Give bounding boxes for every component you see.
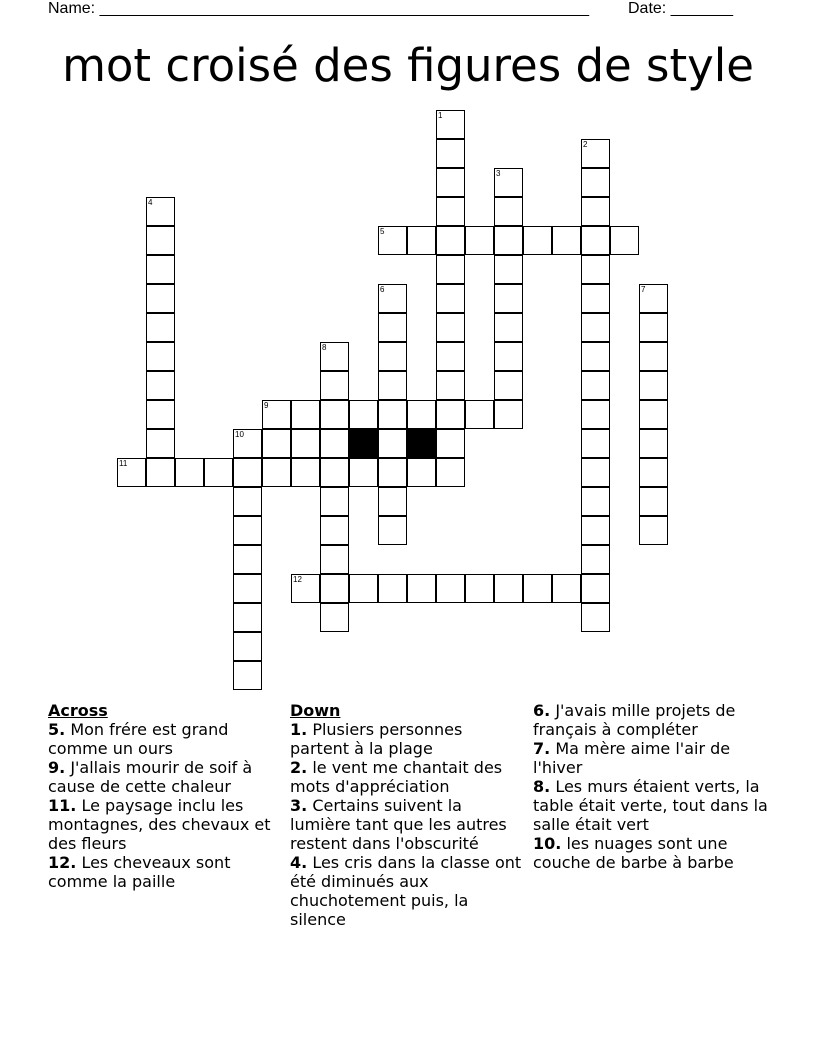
crossword-cell[interactable]: [552, 574, 581, 603]
crossword-cell[interactable]: [233, 661, 262, 690]
down-heading: Down: [290, 701, 341, 720]
crossword-cell[interactable]: [407, 226, 436, 255]
crossword-cell[interactable]: [494, 400, 523, 429]
crossword-cell[interactable]: [436, 110, 465, 139]
clue-column-1: [48, 701, 284, 891]
crossword-cell[interactable]: [523, 226, 552, 255]
crossword-cell[interactable]: [639, 313, 668, 342]
crossword-cell[interactable]: [436, 400, 465, 429]
crossword-cell[interactable]: [349, 400, 378, 429]
crossword-cell[interactable]: [378, 400, 407, 429]
clue-down-1: [290, 720, 526, 758]
crossword-cell[interactable]: [581, 197, 610, 226]
crossword-cell[interactable]: [436, 574, 465, 603]
crossword-cell[interactable]: [639, 342, 668, 371]
clue-down-10: [533, 834, 769, 872]
crossword-cell[interactable]: [581, 487, 610, 516]
clue-text: Les cheveaux sont comme la paille: [48, 853, 231, 891]
crossword-cell[interactable]: [233, 545, 262, 574]
crossword-cell[interactable]: [581, 545, 610, 574]
crossword-cell[interactable]: [581, 168, 610, 197]
cell-number: 2: [583, 140, 588, 149]
crossword-black-cell: [349, 429, 378, 458]
clue-text: Mon frére est grand comme un ours: [48, 720, 229, 758]
crossword-cell[interactable]: [436, 168, 465, 197]
clue-text: J'avais mille projets de français à compléter: [533, 701, 736, 739]
crossword-cell[interactable]: [146, 313, 175, 342]
crossword-cell[interactable]: [436, 226, 465, 255]
across-heading: Across: [48, 701, 108, 720]
crossword-cell[interactable]: [581, 255, 610, 284]
clue-number: 1.: [290, 720, 308, 739]
crossword-cell[interactable]: [320, 574, 349, 603]
cell-number: 11: [119, 459, 128, 468]
crossword-cell[interactable]: [436, 197, 465, 226]
crossword-cell[interactable]: [262, 400, 291, 429]
crossword-cell[interactable]: [610, 226, 639, 255]
crossword-cell[interactable]: [233, 603, 262, 632]
clue-number: 10.: [533, 834, 562, 853]
crossword-cell[interactable]: [639, 458, 668, 487]
clue-text: Les murs étaient verts, la table était verte, tout dans la salle était vert: [533, 777, 768, 834]
clue-number: 6.: [533, 701, 551, 720]
crossword-cell[interactable]: [349, 574, 378, 603]
crossword-cell[interactable]: [320, 342, 349, 371]
clue-number: 12.: [48, 853, 77, 872]
crossword-cell[interactable]: [320, 458, 349, 487]
crossword-cell[interactable]: [233, 487, 262, 516]
crossword-cell[interactable]: [320, 516, 349, 545]
crossword-cell[interactable]: [436, 313, 465, 342]
clue-text: Les cris dans la classe ont été diminués aux chuchotement puis, la silence: [290, 853, 522, 929]
clue-across-12: [48, 853, 284, 891]
clue-number: 3.: [290, 796, 308, 815]
crossword-cell[interactable]: [291, 429, 320, 458]
crossword-cell[interactable]: [581, 400, 610, 429]
crossword-cell[interactable]: [494, 168, 523, 197]
crossword-cell[interactable]: [320, 371, 349, 400]
crossword-cell[interactable]: [320, 400, 349, 429]
clue-text: Ma mère aime l'air de l'hiver: [533, 739, 731, 777]
crossword-cell[interactable]: [581, 313, 610, 342]
crossword-cell[interactable]: [233, 429, 262, 458]
crossword-cell[interactable]: [146, 458, 175, 487]
clue-across-11: [48, 796, 284, 853]
crossword-cell[interactable]: [581, 342, 610, 371]
crossword-cell[interactable]: [581, 429, 610, 458]
date-field: Date: _______: [628, 0, 733, 17]
clue-down-8: [533, 777, 769, 834]
crossword-cell[interactable]: [146, 429, 175, 458]
crossword-cell[interactable]: [639, 371, 668, 400]
cell-number: 12: [293, 575, 302, 584]
crossword-cell[interactable]: [436, 139, 465, 168]
crossword-cell[interactable]: [494, 255, 523, 284]
crossword-cell[interactable]: [378, 458, 407, 487]
crossword-cell[interactable]: [494, 371, 523, 400]
crossword-cell[interactable]: [581, 139, 610, 168]
crossword-cell[interactable]: [407, 400, 436, 429]
crossword-cell[interactable]: [378, 226, 407, 255]
cell-number: 3: [496, 169, 501, 178]
crossword-cell[interactable]: [639, 516, 668, 545]
crossword-cell[interactable]: [436, 255, 465, 284]
cell-number: 10: [235, 430, 244, 439]
crossword-cell[interactable]: [465, 400, 494, 429]
crossword-cell[interactable]: [494, 313, 523, 342]
clue-column-3: [533, 701, 769, 872]
crossword-cell[interactable]: [378, 284, 407, 313]
crossword-cell[interactable]: [146, 226, 175, 255]
crossword-cell[interactable]: [378, 342, 407, 371]
cell-number: 6: [380, 285, 385, 294]
cell-number: 8: [322, 343, 327, 352]
crossword-cell[interactable]: [378, 429, 407, 458]
clue-text: le vent me chantait des mots d'appréciation: [290, 758, 503, 796]
clue-column-2: [290, 701, 526, 929]
clue-down-6: [533, 701, 769, 739]
cell-number: 1: [438, 111, 443, 120]
crossword-cell[interactable]: [262, 429, 291, 458]
crossword-cell[interactable]: [291, 574, 320, 603]
clue-down-2: [290, 758, 526, 796]
crossword-cell[interactable]: [494, 342, 523, 371]
clue-down-3: [290, 796, 526, 853]
crossword-cell[interactable]: [378, 313, 407, 342]
crossword-cell[interactable]: [146, 371, 175, 400]
crossword-cell[interactable]: [291, 400, 320, 429]
clue-text: Certains suivent la lumière tant que les autres restent dans l'obscurité: [290, 796, 507, 853]
crossword-cell[interactable]: [436, 371, 465, 400]
crossword-cell[interactable]: [552, 226, 581, 255]
crossword-cell[interactable]: [175, 458, 204, 487]
clue-across-9: [48, 758, 284, 796]
crossword-cell[interactable]: [581, 284, 610, 313]
crossword-cell[interactable]: [494, 226, 523, 255]
crossword-cell[interactable]: [581, 371, 610, 400]
clue-text: Le paysage inclu les montagnes, des chevaux et des fleurs: [48, 796, 271, 853]
clue-number: 4.: [290, 853, 308, 872]
cell-number: 9: [264, 401, 269, 410]
crossword-cell[interactable]: [117, 458, 146, 487]
clue-number: 8.: [533, 777, 551, 796]
crossword-cell[interactable]: [233, 574, 262, 603]
crossword-cell[interactable]: [407, 574, 436, 603]
clue-number: 7.: [533, 739, 551, 758]
crossword-cell[interactable]: [436, 284, 465, 313]
clue-across-5: [48, 720, 284, 758]
crossword-cell[interactable]: [378, 371, 407, 400]
crossword-cell[interactable]: [494, 574, 523, 603]
crossword-cell[interactable]: [581, 516, 610, 545]
clue-text: J'allais mourir de soif à cause de cette chaleur: [48, 758, 253, 796]
crossword-cell[interactable]: [320, 487, 349, 516]
clue-number: 5.: [48, 720, 66, 739]
crossword-cell[interactable]: [320, 429, 349, 458]
crossword-cell[interactable]: [581, 574, 610, 603]
crossword-cell[interactable]: [378, 487, 407, 516]
crossword-cell[interactable]: [436, 458, 465, 487]
crossword-cell[interactable]: [233, 516, 262, 545]
crossword-cell[interactable]: [204, 458, 233, 487]
crossword-cell[interactable]: [146, 342, 175, 371]
clue-text: Plusiers personnes partent à la plage: [290, 720, 463, 758]
crossword-black-cell: [407, 429, 436, 458]
crossword-cell[interactable]: [523, 574, 552, 603]
crossword-cell[interactable]: [465, 226, 494, 255]
crossword-cell[interactable]: [146, 255, 175, 284]
cell-number: 7: [641, 285, 646, 294]
clue-text: les nuages sont une couche de barbe à barbe: [533, 834, 734, 872]
crossword-cell[interactable]: [494, 197, 523, 226]
crossword-cell[interactable]: [407, 458, 436, 487]
cell-number: 5: [380, 227, 385, 236]
crossword-cell[interactable]: [262, 458, 291, 487]
cell-number: 4: [148, 198, 153, 207]
crossword-cell[interactable]: [146, 400, 175, 429]
crossword-cell[interactable]: [320, 603, 349, 632]
crossword-cell[interactable]: [146, 197, 175, 226]
name-field: Name: _______________________________________________________: [48, 0, 589, 17]
clue-number: 2.: [290, 758, 308, 777]
crossword-cell[interactable]: [378, 574, 407, 603]
crossword-cell[interactable]: [349, 458, 378, 487]
crossword-cell[interactable]: [639, 429, 668, 458]
clue-down-4: [290, 853, 526, 929]
page-title: mot croisé des figures de style: [62, 39, 754, 92]
crossword-cell[interactable]: [494, 284, 523, 313]
crossword-cell[interactable]: [639, 284, 668, 313]
crossword-cell[interactable]: [378, 516, 407, 545]
crossword-cell[interactable]: [465, 574, 494, 603]
crossword-cell[interactable]: [436, 429, 465, 458]
crossword-cell[interactable]: [639, 400, 668, 429]
crossword-cell[interactable]: [581, 226, 610, 255]
crossword-cell[interactable]: [233, 632, 262, 661]
clue-number: 11.: [48, 796, 77, 815]
clue-number: 9.: [48, 758, 66, 777]
crossword-cell[interactable]: [320, 545, 349, 574]
clue-down-7: [533, 739, 769, 777]
crossword-cell[interactable]: [639, 487, 668, 516]
crossword-cell[interactable]: [146, 284, 175, 313]
crossword-cell[interactable]: [436, 342, 465, 371]
crossword-cell[interactable]: [581, 603, 610, 632]
crossword-cell[interactable]: [233, 458, 262, 487]
crossword-cell[interactable]: [581, 458, 610, 487]
crossword-cell[interactable]: [291, 458, 320, 487]
